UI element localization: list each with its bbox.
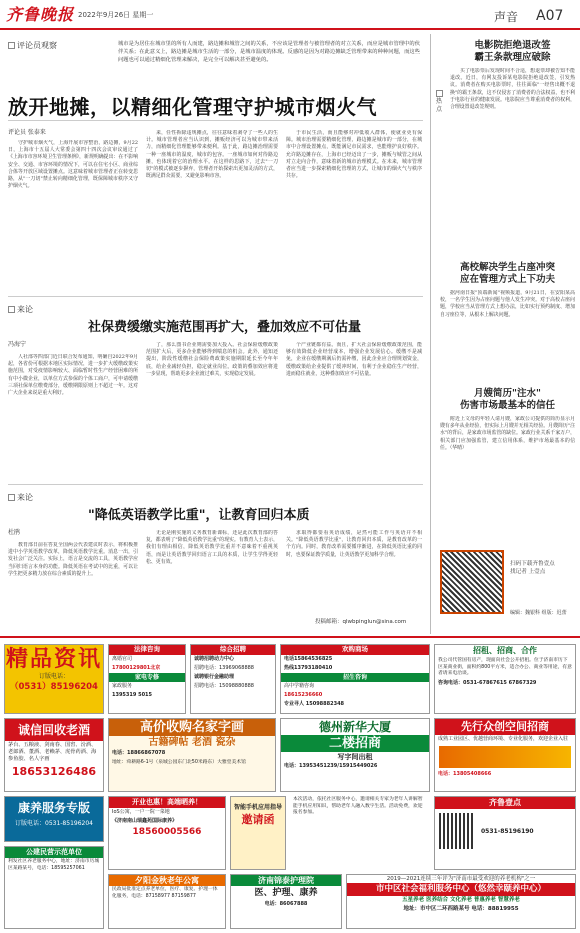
editor-credit: 编辑：魏银科 组版：迟蕾 xyxy=(510,610,567,616)
article-column-1: 人社部等四部门近日联合发布通知，明确自2022年9月起，各省份可根据本地区实际情况，进一步扩大缓缴政策实施范围，对受疫情影响较大、面临暂时性生产经营困难的所有中小微企业，以单位方式参保的个体工商户，可申请缓缴三项社保单位缴费部分，缓缴期限原则上不超过一年。这对广大企业来说是重大利好。 xyxy=(8,354,138,397)
commentary-title: 电影院拒绝退改签 霸王条款理应破除 xyxy=(474,40,551,63)
article-title: "降低英语教学比重"，让教育回归本质 xyxy=(88,508,310,523)
column-divider xyxy=(430,34,431,634)
ad-welfare-center[interactable]: 2019—2021连续三年评为"济南市最受欢迎的养老机构"之一 市中区社会福利服务中心（悠然幸颐养中心） 五星养老 医养结合 文化养老 普惠养老 智慧养老 地址：市中区二环西路某号 电话：88819955 xyxy=(346,874,576,929)
article-column-3: 个产业链都有益。而且，扩大社会保险缓缴政策范围，能够有效降低企业经营成本，增强企业发展信心。缓缴不是减免，企业在缓缴期满后仍需补缴，因此企业应合理规划资金，缓缴政策给企业提供了缓冲时间，有利于企业稳住生产经营，进而稳住就业，这种叠加效应不可估量。 xyxy=(286,342,422,377)
article-byline: 杜鹃 xyxy=(8,529,21,536)
article-column-3: 于市民生活，而且能够对冲低收入群体，使就业更有保障。城市治理需要精细化管理，路边摊是城市的一部分，在城市中合理设置摊点，既能满足市民需求，也能维护良好秩序。允许路边摊存在，上海市已经迈出了一步，摊贩与城管之间从对立走向合作，意味着新的城市治理模式。在未来，城市管理者应当进一步探索精细化管理的方式，让城市的烟火气与秩序共存。 xyxy=(286,130,422,180)
article-column-2: 来，任性拆除违规摊点，往往意味着剥夺了一些人的生计。城市管理者应当认识到，摊贩经济可以为城市带来活力，而精细化管理能够带来便利。基于此，路边摊治理需要一种一座城市的温度，城市的包容。一座城市如何对待路边摊，也体现着它的治理水平。在这样的思路下，过去"一刀切"的模式被逐步摒弃，管理者开始探索出更加灵活的方式，既满足群众需要，又避免影响市容。 xyxy=(146,130,278,180)
section-name: 声音 xyxy=(494,10,519,24)
ad-recruitment[interactable]: 综合招聘 诚聘招聘动力中心 招聘电话：13969068888 诚聘银行金融助理 招聘电话：15098880888 xyxy=(190,644,276,714)
hot-tag: 热点 xyxy=(436,90,446,114)
divider xyxy=(8,120,423,121)
article-intro: 城市是为居住在城市里的所有人而建，路边摊和城管之间的关系，不应该是管理者与被管理者的对立关系，而应是城市管理中的伙伴关系；在此意义上，路边摊是城市生活的一部分，是城市温度的体现。反感的是因为对路边摊缺乏管理带来的种种问题，而这些问题也可以通过精细化管理来解决，是完全可以解决甚至避免的。 xyxy=(118,41,420,63)
qr-code-icon[interactable] xyxy=(439,813,475,849)
ad-community-event: 本次活动，依托社区服务中心，邀请相关专家为老年人讲解智能手机应用知识，帮助老年人融入数字生活。活动免费，欢迎报名参加。 xyxy=(293,797,423,815)
page-number: A07 xyxy=(536,8,564,24)
tag-box-icon xyxy=(8,306,15,313)
article-column-1: 教育部日前在答复全国两会代表建议时表示，将积极推进中小学英语教学改革，降低英语教学比重。消息一出，引发社会广泛关注。实际上，语言是交流的工具，英语教学应当回归语言本身的功能。降低英语在考试中的比重，可以让学生把更多精力放在综合素质的提升上。 xyxy=(8,542,138,577)
ad-qilu-app[interactable]: 齐鲁壹点 0531-85196190 xyxy=(434,796,576,870)
ad-leasing[interactable]: 招租、招商、合作 我公司代管国有房产，现面向社会公开招租。位于济南市历下区某商业街，面积约800平方米，适合办公、商业等用途，有意者请来电洽谈。 咨询电话：0531-67867615 67867329 xyxy=(434,644,576,714)
qr-code-icon[interactable] xyxy=(440,550,504,614)
article-column-3: 求取得都要看英语成绩，是然可能工作与英语并不相关。"降低英语教学比重"，让教育回归本质，是教育改革的一个方向。同时，教育改革需要循序渐进，在降低英语比重的同时，也要保证教学质量，让英语教学更加科学合理。 xyxy=(286,530,422,558)
ad-liquor-recycle[interactable]: 诚信回收老酒 茅台、五粮液、剑南春、国窖、汾酒、老郎酒、董酒、老赖茅、虎骨药酒、海参鱼胶、名人字画 18653126486 xyxy=(4,718,104,792)
ads-divider xyxy=(0,636,580,638)
section-tag: 来论 xyxy=(8,492,33,504)
article-title: 社保费缓缴实施范围再扩大，叠加效应不可估量 xyxy=(88,320,362,335)
ad-legal-consult[interactable]: 法律咨询 离婚官司 17800129801北京 家电专修 家政服务 1395319 5015 xyxy=(108,644,186,714)
ad-golden-apartment[interactable]: 夕阳金秋老年公寓 民政局批准定点养老单位，医疗、康复、护理一体化服务，电话：87158977 87159877 xyxy=(108,874,226,929)
ad-classifieds[interactable]: 欢购商场 电话15864536825 热线13793180410 招生咨询 高中学籍咨询 18615236660 专业寻人 15098882348 xyxy=(280,644,430,714)
ad-public-care[interactable]: 公建民营示范单位 利发社区养老服务中心，地址：济南市历城区某路某号，电话：18595257061 xyxy=(4,846,104,929)
ad-elderly-care-page[interactable]: 康养服务专版 订版电话：0531-85196204 xyxy=(4,796,104,842)
article-title: 放开地摊，以精细化管理守护城市烟火气 xyxy=(8,95,377,119)
qr-caption: 扫码下载齐鲁壹点 找记者 上壹点 xyxy=(510,561,555,575)
newspaper-logo: 齐鲁晚报 xyxy=(6,5,75,24)
issue-date: 2022年9月26日 星期一 xyxy=(78,11,154,19)
commentary-body: 据河南日报"顶端新闻"视频报道，9月21日，在安阳某高校，一名学生因为占座问题与他人发生冲突。对于高校占座问题，学校应当从管理方式上想办法，比如实行预约制度、增加自习座位等，从根本上解决问题。 xyxy=(440,290,575,318)
ad-jintai-nursing[interactable]: 济南锦泰护理院 医、护理、康养 电话：86067888 xyxy=(230,874,342,929)
ad-dezhou-xinhua[interactable]: 德州新华大厦 二楼招商 写字间出租 电话：13953451239/15915449026 xyxy=(280,718,430,792)
ad-calligraphy-buy[interactable]: 高价收购名家字画 古籍碑帖 老酒 瓷杂 电话：18866867078 地址：舜耕路6-1号（泉城公园东门北50米路东）大雅堂美术馆 xyxy=(108,718,276,792)
page-header xyxy=(0,0,580,30)
divider xyxy=(8,484,423,485)
article-byline: 冯海宁 xyxy=(8,341,27,348)
section-tag: 评论员观察 xyxy=(8,40,57,52)
article-column-2: 了，那么图书企业则需要加大投入。社会保险缓缴政策范围扩大后，更多企业能够得到喘息的机会。此外，通知还提出，阶段性缓缴社会保险费政策实施期限延长至今年年底，给企业减轻负担，稳定就业岗位。政策的叠加效应将进一步显现，帮助更多企业渡过难关，实现稳定发展。 xyxy=(146,342,278,377)
ad-premium-info[interactable]: 精品资讯 订版电话： （0531）85196204 xyxy=(4,644,104,714)
tag-box-icon xyxy=(8,494,15,501)
article-column-1: 守护城市烟火气，上海开展市容整治，路边摊，9月22日，上海市十五届人大常委会第四十四次会议审议通过了《上海市市容环境卫生管理条例》，新规明确提出：在不影响安全、交通、市容环境的情况下，可以在住宅小区、商业综合体等开放区域设置摊点。这意味着城市管理者正在转变思路，从"一刀切"禁止转向精细化管理，既保障城市秩序又守护烟火气。 xyxy=(8,140,138,190)
ad-incubator[interactable]: 先行众创空间招商 成熟工业园区、优越营商环境、专业化服务，欢迎企业入驻 电话：13805408666 xyxy=(434,718,576,792)
divider xyxy=(8,296,423,297)
incubator-banner xyxy=(439,746,571,768)
article-byline: 评论员 张泰来 xyxy=(8,129,46,136)
tag-box-icon xyxy=(8,42,15,49)
article-column-2: 无论是刚实施的义务教育新课标，还是此次教育部的答复，都表明了"降低英语教学比重"的现实。有教育人士表示，我们有理由相信，降低英语教学比重并不意味着不重视英语，而是让英语教学回归语言工具的本质，让学生学得更轻松、更有效。 xyxy=(146,530,278,565)
commentary-body: 买了电影票后发现时间不合适，想退票却被告知不能退改。近日，有网友投诉某电影院拒绝退改签，引发热议。消费者在购买电影票时，往往面临"一经售出概不退换"的霸王条款，这不仅侵害了消费者的合法权益，也不利于电影行业的健康发展。电影院应当尊重消费者的权利，合理设置退改签规则。 xyxy=(450,68,575,111)
commentary-title: 月嫂简历"注水" 伤害市场最基本的信任 xyxy=(459,388,555,411)
tag-box-icon xyxy=(436,90,443,97)
commentary-body: 附近上文母的年轻人请月嫂，家政公司提供的简历显示月嫂有多年从业经验，但实际上月嫂并无相关经验。月嫂简历"注水"的背后，是家政市场监管的缺位。家政行业关系千家万户，相关部门应加强监管，建立信用体系，维护市场最基本的信任。（华晴） xyxy=(440,416,575,451)
submission-email: 投稿邮箱：qlwbpinglun@sina.com xyxy=(315,619,407,625)
ad-smartphone-invite[interactable]: 智能手机应用指导 邀请函 xyxy=(230,796,286,870)
ad-resort-opening[interactable]: 开业也惠！高端晒养！ IoS公寓，一户一院一菜地 《济南南山瑞鑫苑国际康养》 18560005566 xyxy=(108,796,226,870)
section-tag: 来论 xyxy=(8,304,33,316)
commentary-title: 高校解决学生占座冲突 应在管理方式上下功夫 xyxy=(459,262,555,285)
